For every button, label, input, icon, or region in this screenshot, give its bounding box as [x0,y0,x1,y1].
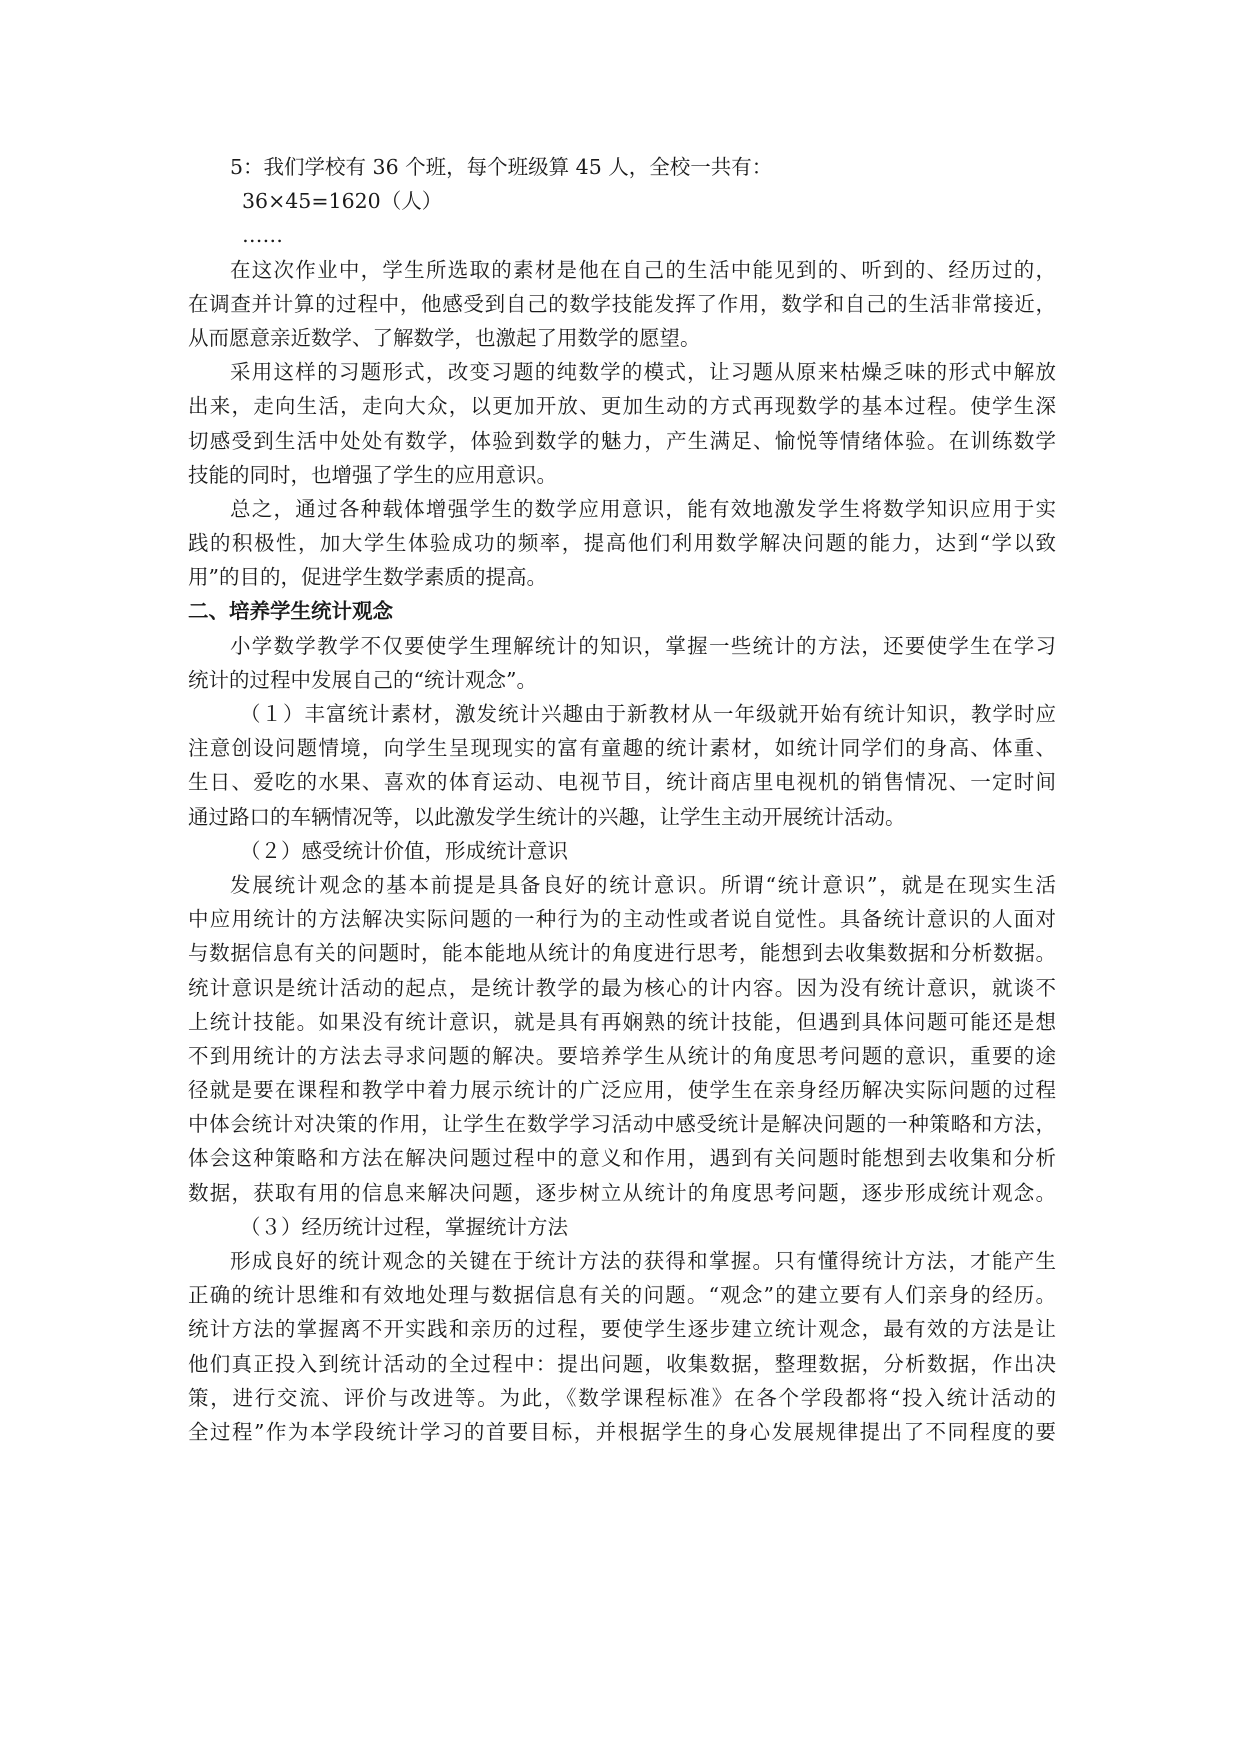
paragraph-line: 切感受到生活中处处有数学，体验到数学的魅力，产生满足、愉悦等情绪体验。在训练数学 [188,428,1056,453]
paragraph-line: 注意创设问题情境，向学生呈现现实的富有童趣的统计素材，如统计同学们的身高、体重、 [188,736,1056,761]
example-line-2: 36×45=1620（人） [242,189,443,214]
paragraph-line: 形成良好的统计观念的关键在于统计方法的获得和掌握。只有懂得统计方法，才能产生 [230,1249,1056,1273]
paragraph-line: 中体会统计对决策的作用，让学生在数学学习活动中感受统计是解决问题的一种策略和方法， [188,1112,1056,1137]
paragraph-line: 在这次作业中，学生所选取的素材是他在自己的生活中能见到的、听到的、经历过的， [230,257,1056,282]
paragraph-line: 技能的同时，也增强了学生的应用意识。 [188,462,557,487]
paragraph-line: 践的积极性，加大学生体验成功的频率，提高他们利用数学解决问题的能力，达到“学以致 [188,531,1056,556]
point-2-paragraph [188,868,1056,1210]
paragraph-line: 径就是要在课程和教学中着力展示统计的广泛应用，使学生在亲身经历解决实际问题的过程 [188,1078,1056,1103]
paragraph-1 [188,253,1056,356]
paragraph-line: 正确的统计思维和有效地处理与数据信息有关的问题。“观念”的建立要有人们亲身的经历。 [188,1283,1056,1308]
paragraph-line: 与数据信息有关的问题时，能本能地从统计的角度进行思考，能想到去收集数据和分析数据。 [188,941,1056,966]
paragraph-line: 在调查并计算的过程中，他感受到自己的数学技能发挥了作用，数学和自己的生活非常接近， [188,291,1056,316]
example-line-3: …… [242,223,283,248]
paragraph-line: （１）丰富统计素材，激发统计兴趣由于新教材从一年级就开始有统计知识，教学时应 [240,702,1056,726]
paragraph-line: 不到用统计的方法去寻求问题的解决。要培养学生从统计的角度思考问题的意识，重要的途 [188,1043,1056,1068]
paragraph-2 [188,355,1056,492]
paragraph-line: 全过程”作为本学段统计学习的首要目标，并根据学生的身心发展规律提出了不同程度的要 [188,1419,1056,1444]
paragraph-line: 总之，通过各种载体增强学生的数学应用意识，能有效地激发学生将数学知识应用于实 [230,496,1056,521]
paragraph-line: 用”的目的，促进学生数学素质的提高。 [188,565,547,590]
paragraph-line: 他们真正投入到统计活动的全过程中：提出问题，收集数据，整理数据，分析数据，作出决 [188,1351,1056,1376]
paragraph-line: 策，进行交流、评价与改进等。为此，《数学课程标准》在各个学段都将“投入统计活动的 [188,1385,1056,1410]
paragraph-3 [188,492,1056,595]
paragraph-line: 发展统计观念的基本前提是具备良好的统计意识。所谓“统计意识”，就是在现实生活 [230,872,1056,897]
intro-paragraph [188,629,1056,697]
paragraph-line: 数据，获取有用的信息来解决问题，逐步树立从统计的角度思考问题，逐步形成统计观念。 [188,1180,1056,1205]
paragraph-line: 出来，走向生活，走向大众，以更加开放、更加生动的方式再现数学的基本过程。使学生深 [188,394,1056,419]
paragraph-line: 统计的过程中发展自己的“统计观念”。 [188,667,537,692]
point-2-heading: （２）感受统计价值，形成统计意识 [240,838,568,863]
paragraph-line: 生日、爱吃的水果、喜欢的体育运动、电视节目，统计商店里电视机的销售情况、一定时间 [188,770,1056,795]
paragraph-line: 上统计技能。如果没有统计意识，就是具有再娴熟的统计技能，但遇到具体问题可能还是想 [188,1009,1056,1034]
paragraph-line: 从而愿意亲近数学、了解数学，也激起了用数学的愿望。 [188,325,701,350]
example-line-1: 5：我们学校有 36 个班，每个班级算 45 人，全校一共有： [230,155,773,179]
paragraph-line: 采用这样的习题形式，改变习题的纯数学的模式，让习题从原来枯燥乏味的形式中解放 [230,360,1056,385]
paragraph-line: 体会这种策略和方法在解决问题过程中的意义和作用，遇到有关问题时能想到去收集和分析 [188,1146,1056,1171]
point-3-heading: （３）经历统计过程，掌握统计方法 [240,1214,568,1239]
section-heading: 二、培养学生统计观念 [188,599,393,624]
paragraph-line: 统计意识是统计活动的起点，是统计教学的最为核心的计内容。因为没有统计意识，就谈不 [188,975,1056,1000]
point-3-paragraph [188,1244,1056,1449]
paragraph-line: 统计方法的掌握离不开实践和亲历的过程，要使学生逐步建立统计观念，最有效的方法是让 [188,1317,1056,1342]
document-page [188,150,1056,1449]
paragraph-line: 小学数学教学不仅要使学生理解统计的知识，掌握一些统计的方法，还要使学生在学习 [230,633,1056,658]
point-1-paragraph [188,697,1056,834]
paragraph-line: 中应用统计的方法解决实际问题的一种行为的主动性或者说自觉性。具备统计意识的人面对 [188,907,1056,932]
paragraph-line: 通过路口的车辆情况等，以此激发学生统计的兴趣，让学生主动开展统计活动。 [188,804,906,829]
